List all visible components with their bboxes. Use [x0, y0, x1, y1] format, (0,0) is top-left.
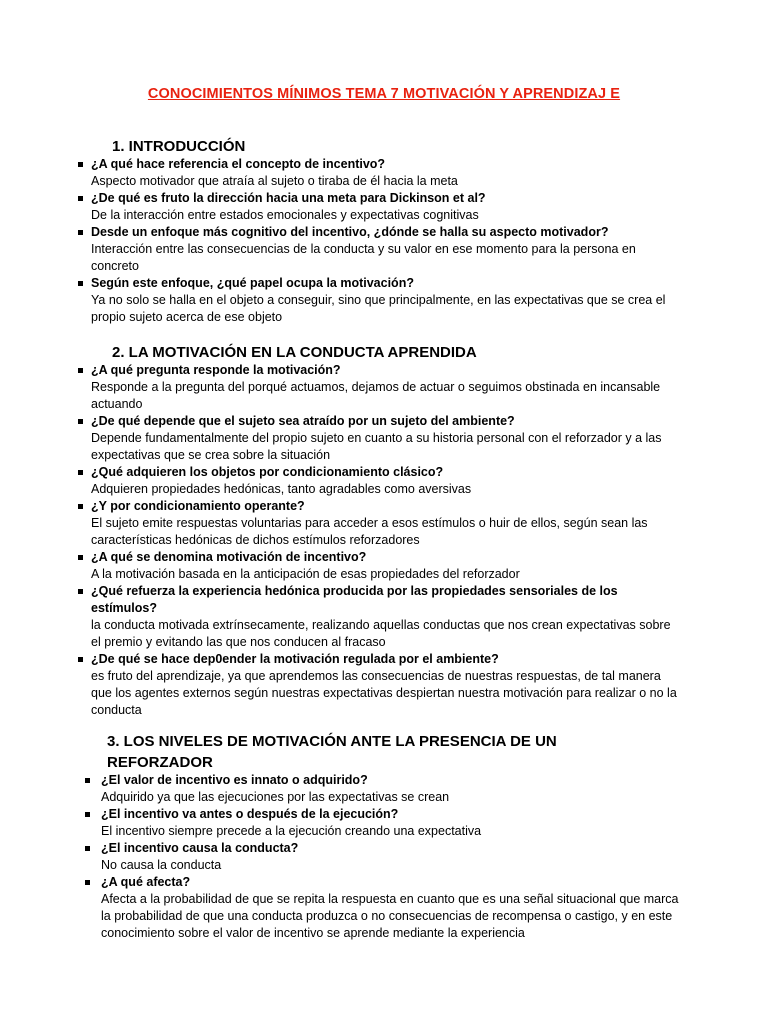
- bullet-icon: [85, 880, 90, 885]
- answer-text: Adquieren propiedades hedónicas, tanto agradables como aversivas: [91, 482, 472, 496]
- list-item: [78, 224, 668, 275]
- section-list-niveles-motivacion: [85, 772, 685, 942]
- list-item: [78, 583, 678, 651]
- section-heading-motivacion-conducta: 2. LA MOTIVACIÓN EN LA CONDUCTA APRENDIDA: [112, 344, 477, 361]
- answer-text: Responde a la pregunta del porqué actuamos, dejamos de actuar o seguimos obstinada en incansable actuando: [91, 380, 661, 411]
- answer-text: Interacción entre las consecuencias de la conducta y su valor en ese momento para la persona en concreto: [91, 242, 636, 273]
- answer-text: No causa la conducta: [101, 858, 222, 872]
- question-text: Según este enfoque, ¿qué papel ocupa la motivación?: [91, 276, 414, 290]
- list-item: [78, 651, 678, 719]
- answer-text: El incentivo siempre precede a la ejecución creando una expectativa: [101, 824, 482, 838]
- answer-text: Afecta a la probabilidad de que se repita la respuesta en cuanto que es una señal situacional que marca la probabilidad de que una conducta produzca o no consecuencias de recompensa o castigo, y en este conocimiento sobre el valor de incentivo se aprende mediante la experiencia: [101, 892, 679, 940]
- list-item: [78, 190, 668, 224]
- question-text: ¿De qué depende que el sujeto sea atraído por un sujeto del ambiente?: [91, 414, 515, 428]
- list-item: [85, 806, 685, 840]
- list-item: [78, 413, 678, 464]
- section-list-motivacion-conducta: [78, 362, 678, 719]
- list-item: [78, 498, 678, 549]
- question-text: ¿A qué afecta?: [101, 875, 191, 889]
- answer-text: Aspecto motivador que atraía al sujeto o tiraba de él hacia la meta: [91, 174, 458, 188]
- bullet-icon: [78, 555, 83, 560]
- bullet-icon: [78, 368, 83, 373]
- list-item: [78, 549, 678, 583]
- question-text: ¿De qué es fruto la dirección hacia una meta para Dickinson et al?: [91, 191, 486, 205]
- question-text: Desde un enfoque más cognitivo del incentivo, ¿dónde se halla su aspecto motivador?: [91, 225, 609, 239]
- list-item: [85, 840, 685, 874]
- section-heading-introduccion: 1. INTRODUCCIÓN: [112, 138, 246, 155]
- bullet-icon: [78, 589, 83, 594]
- answer-text: Adquirido ya que las ejecuciones por las expectativas se crean: [101, 790, 450, 804]
- list-item: [78, 156, 668, 190]
- question-text: ¿Qué refuerza la experiencia hedónica producida por las propiedades sensoriales de los estímulos?: [91, 584, 618, 615]
- question-text: ¿Y por condicionamiento operante?: [91, 499, 305, 513]
- question-text: ¿A qué pregunta responde la motivación?: [91, 363, 341, 377]
- list-item: [78, 362, 678, 413]
- bullet-icon: [78, 504, 83, 509]
- answer-text: A la motivación basada en la anticipación de esas propiedades del reforzador: [91, 567, 520, 581]
- question-text: ¿Qué adquieren los objetos por condicionamiento clásico?: [91, 465, 444, 479]
- document-title: CONOCIMIENTOS MÍNIMOS TEMA 7 MOTIVACIÓN Y APRENDIZAJ E: [147, 86, 621, 102]
- answer-text: De la interacción entre estados emocionales y expectativas cognitivas: [91, 208, 479, 222]
- list-item: [85, 772, 685, 806]
- bullet-icon: [78, 162, 83, 167]
- bullet-icon: [78, 470, 83, 475]
- bullet-icon: [85, 778, 90, 783]
- answer-text: es fruto del aprendizaje, ya que aprendemos las consecuencias de nuestras respuestas, de tal manera que los agentes externos según nuestras expectativas despiertan nuestra motivación para realizar o no la conducta: [91, 669, 677, 717]
- bullet-icon: [78, 657, 83, 662]
- answer-text: la conducta motivada extrínsecamente, realizando aquellas conductas que nos crean expectativas sobre el premio y evitando las que nos conducen al fracaso: [91, 618, 671, 649]
- bullet-icon: [78, 281, 83, 286]
- list-item: [78, 275, 668, 326]
- bullet-icon: [85, 812, 90, 817]
- question-text: ¿A qué hace referencia el concepto de incentivo?: [91, 157, 386, 171]
- bullet-icon: [78, 230, 83, 235]
- section-list-introduccion: [78, 156, 668, 326]
- list-item: [85, 874, 685, 942]
- question-text: ¿A qué se denomina motivación de incentivo?: [91, 550, 367, 564]
- question-text: ¿El incentivo va antes o después de la ejecución?: [101, 807, 399, 821]
- bullet-icon: [78, 419, 83, 424]
- answer-text: Ya no solo se halla en el objeto a conseguir, sino que principalmente, en las expectativas que se crea el propio sujeto acerca de ese objeto: [91, 293, 666, 324]
- list-item: [78, 464, 678, 498]
- answer-text: El sujeto emite respuestas voluntarias para acceder a esos estímulos o huir de ellos, según sean las características hedónicas de dichos estímulos reforzadores: [91, 516, 648, 547]
- answer-text: Depende fundamentalmente del propio sujeto en cuanto a su historia personal con el reforzador y a las expectativas que se crea sobre la situación: [91, 431, 662, 462]
- bullet-icon: [78, 196, 83, 201]
- question-text: ¿De qué se hace dep0ender la motivación regulada por el ambiente?: [91, 652, 499, 666]
- question-text: ¿El valor de incentivo es innato o adquirido?: [101, 773, 368, 787]
- question-text: ¿El incentivo causa la conducta?: [101, 841, 299, 855]
- section-heading-niveles-motivacion: 3. LOS NIVELES DE MOTIVACIÓN ANTE LA PRESENCIA DE UN REFORZADOR: [107, 733, 557, 771]
- bullet-icon: [85, 846, 90, 851]
